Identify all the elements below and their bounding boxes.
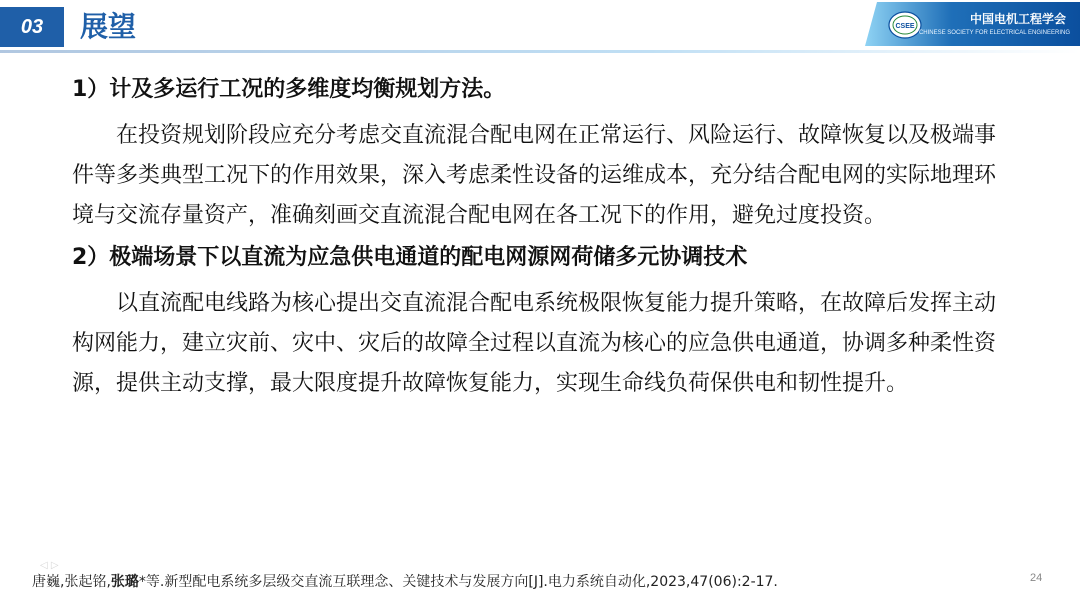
slide-content [72,70,1002,404]
point-2-body: 以直流配电线路为核心提出交直流混合配电系统极限恢复能力提升策略，在故障后发挥主动构网能力，建立灾前、灾中、灾后的故障全过程以直流为核心的应急供电通道，协调多种柔性资源，提供主动支撑，最大限度提升故障恢复能力，实现生命线负荷保供电和韧性提升。 [72,291,997,396]
csee-emblem-icon [888,10,922,40]
emblem-text: CSEE [895,23,915,30]
page-number: 24 [1030,572,1043,584]
header-divider [0,50,1080,53]
society-name-cn: 中国电机工程学会 [969,12,1066,26]
point-1-heading: 1）计及多运行工况的多维度均衡规划方法。 [72,77,506,102]
slide-nav-controls: ◁ ▷ [40,560,59,571]
slide-header [0,0,1080,56]
point-1-body: 在投资规划阶段应充分考虑交直流混合配电网在正常运行、风险运行、故障恢复以及极端事件等多类典型工况下的作用效果，深入考虑柔性设备的运维成本，充分结合配电网的实际地理环境与交流存量资产，准确刻画交直流混合配电网在各工况下的作用，避免过度投资。 [72,123,997,228]
citation-text: *等.新型配电系统多层级交直流互联理念、关键技术与发展方向[J].电力系统自动化,2023,47(06):2-17. [138,574,778,590]
section-number-badge: 03 [0,7,64,47]
citation-authors: 唐巍,张起铭, [32,574,111,590]
point-2-heading: 2）极端场景下以直流为应急供电通道的配电网源网荷储多元协调技术 [72,245,748,270]
reference-citation [32,572,992,592]
society-logo-band [860,0,1080,50]
slide-title: 展望 [80,10,137,43]
society-name-en: CHINESE SOCIETY FOR ELECTRICAL ENGINEERING [918,30,1070,36]
citation-highlight-author: 张璐 [110,574,139,590]
